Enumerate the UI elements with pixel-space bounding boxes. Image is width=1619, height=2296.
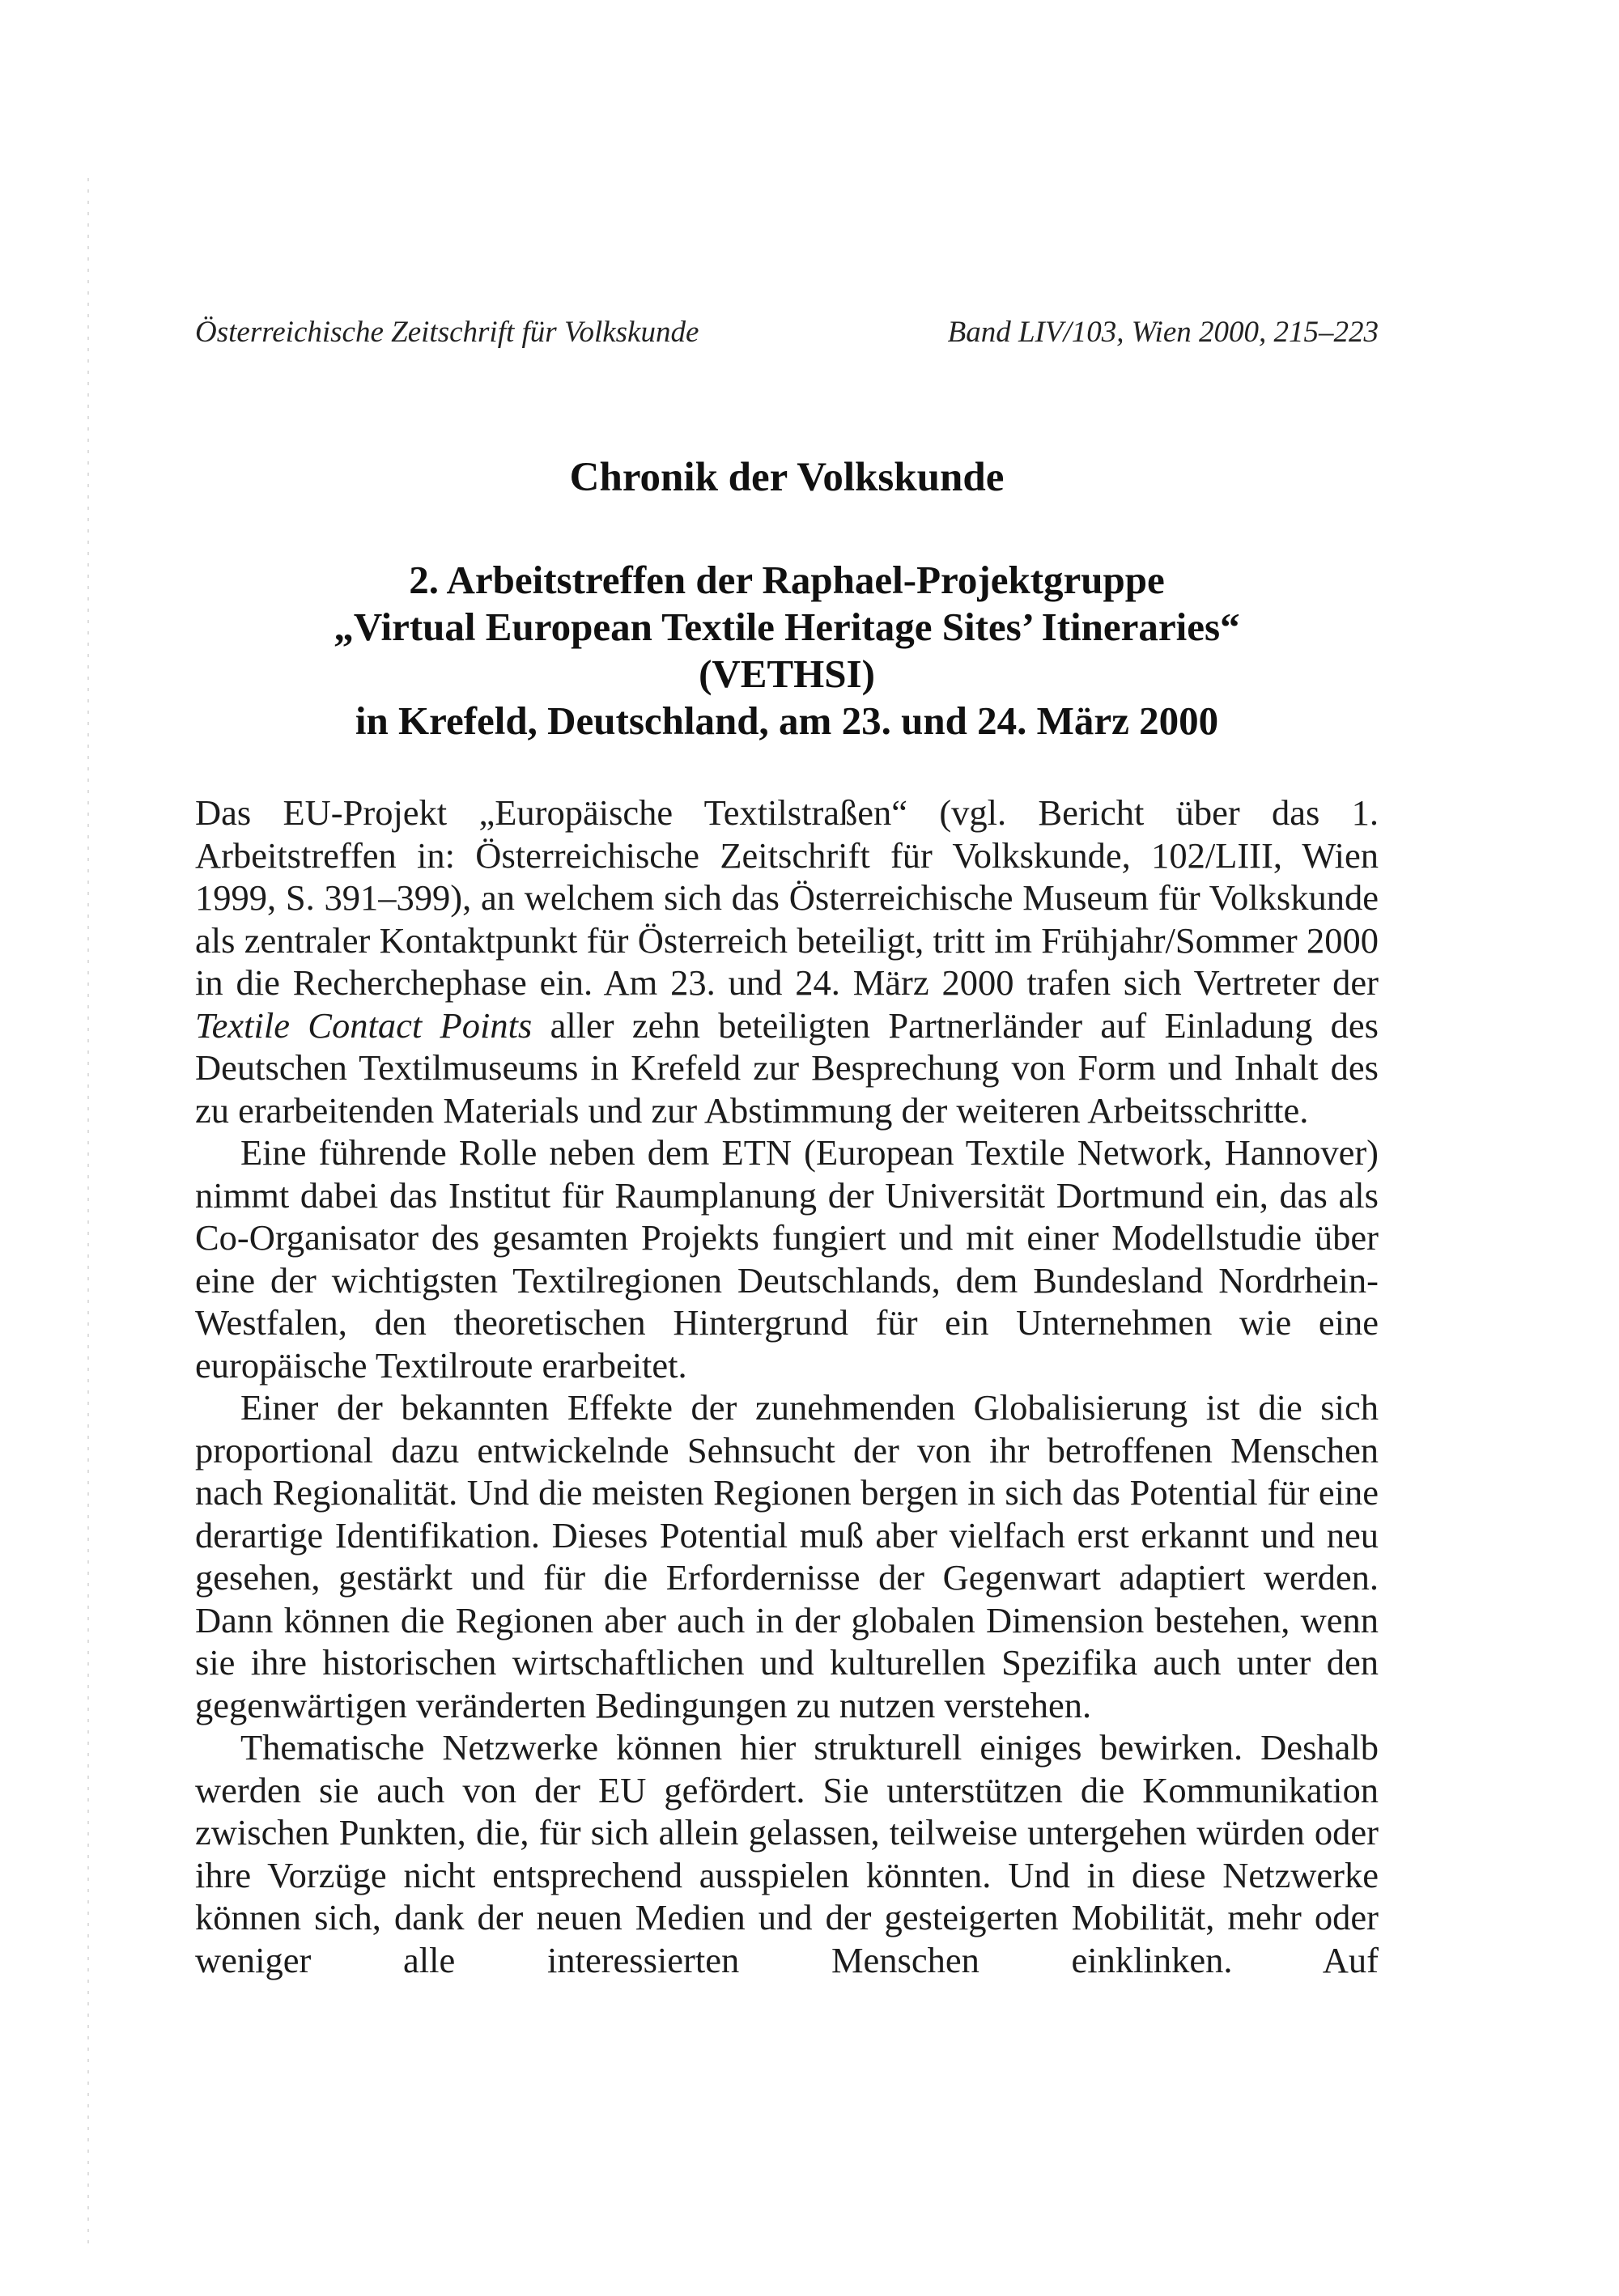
paragraph-1-emphasis: Textile Contact Points	[195, 1004, 533, 1046]
article-title-line-1: 2. Arbeitstreffen der Raphael-Projektgruppe	[409, 558, 1165, 602]
paragraph-1	[195, 792, 1379, 1131]
paragraph-2: Eine führende Rolle neben dem ETN (European Textile Network, Hannover) nimmt dabei das Institut für Raumplanung der Universität Dortmund ein, das als Co-Organisator des gesamten Projekts fungiert und mit einer Modellstudie über eine der wichtigsten Textilregionen Deutschlands, dem Bundesland Nordrhein-Westfalen, den theoretischen Hintergrund für ein Unternehmen wie eine europäische Textilroute erarbeitet.	[195, 1132, 1379, 1386]
article-title-line-3: (VETHSI)	[699, 651, 875, 696]
paragraph-1-part-b: aller zehn beteiligten Partnerländer auf Einladung des Deutschen Textilmuseums in Krefeld zur Besprechung von Form und Inhalt des zu erarbeitenden Materials und zur Abstimmung der weiteren Arbeitsschritte.	[195, 1004, 1379, 1131]
journal-name: Österreichische Zeitschrift für Volkskunde	[195, 316, 699, 349]
scan-margin-artifact	[87, 178, 89, 2250]
article-title-line-2: „Virtual European Textile Heritage Sites’ Itineraries“	[334, 605, 1240, 649]
volume-info: Band LIV/103, Wien 2000, 215–223	[947, 316, 1379, 349]
paragraph-1-part-a: Das EU-Projekt „Europäische Textilstraßen“ (vgl. Bericht über das 1. Arbeitstreffen in: Österreichische Zeitschrift für Volkskunde, 102/LIII, Wien 1999, S. 391–399), an welchem sich das Österreichische Museum für Volkskunde als zentraler Kontaktpunkt für Österreich beteiligt, tritt im Frühjahr/Sommer 2000 in die Recherchephase ein. Am 23. und 24. März 2000 trafen sich Vertreter der	[195, 792, 1379, 1003]
article-title	[195, 557, 1379, 745]
paragraph-3: Einer der bekannten Effekte der zunehmenden Globalisierung ist die sich proportional dazu entwickelnde Sehnsucht der von ihr betroffenen Menschen nach Regionalität. Und die meisten Regionen bergen in sich das Potential für eine derartige Identifikation. Dieses Potential muß aber vielfach erst erkannt und neu gesehen, gestärkt und für die Erfordernisse der Gegenwart adaptiert werden. Dann können die Regionen aber auch in der globalen Dimension bestehen, wenn sie ihre historischen wirtschaftlichen und kulturellen Spezifika auch unter den gegenwärtigen veränderten Bedingungen zu nutzen verstehen.	[195, 1387, 1379, 1725]
article-body	[195, 792, 1379, 1981]
running-header	[195, 308, 1379, 357]
section-title: Chronik der Volkskunde	[569, 455, 1005, 500]
article-title-line-4: in Krefeld, Deutschland, am 23. und 24. März 2000	[355, 698, 1219, 743]
paragraph-4: Thematische Netzwerke können hier strukturell einiges bewirken. Deshalb werden sie auch von der EU gefördert. Sie unterstützen die Kommunikation zwischen Punkten, die, für sich allein gelassen, teilweise untergehen würden oder ihre Vorzüge nicht entsprechend ausspielen könnten. Und in diese Netzwerke können sich, dank der neuen Medien und der gesteigerten Mobilität, mehr oder weniger alle interessierten Menschen einklinken. Auf	[195, 1727, 1379, 1980]
